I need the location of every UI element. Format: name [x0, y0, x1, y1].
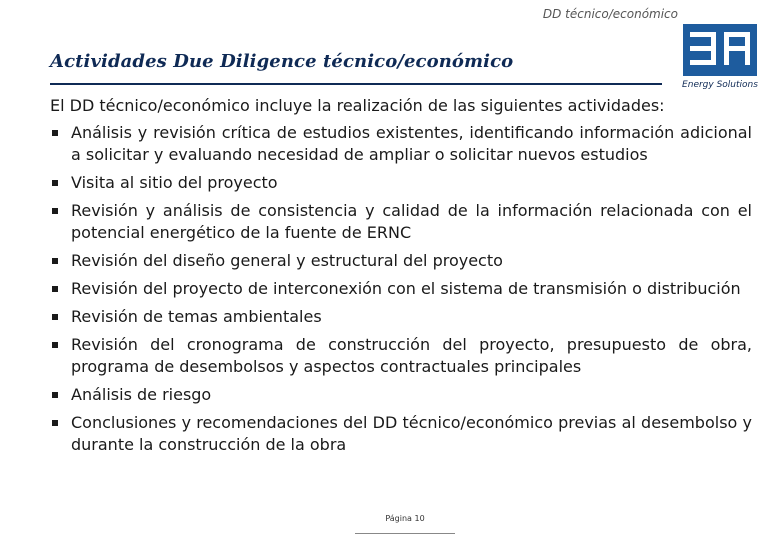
square-bullet-icon — [52, 420, 58, 426]
list-item-text: Revisión del diseño general y estructural del proyecto — [71, 251, 503, 270]
square-bullet-icon — [52, 286, 58, 292]
logo-tagline: Energy Solutions — [682, 80, 758, 90]
page-number: Página 10 — [385, 514, 425, 523]
list-item — [50, 250, 752, 272]
page-title: Actividades Due Diligence técnico/económico — [50, 51, 514, 72]
list-item — [50, 334, 752, 378]
title-divider — [50, 83, 662, 85]
list-item — [50, 412, 752, 456]
list-item — [50, 384, 752, 406]
list-item-text: Revisión del cronograma de construcción del proyecto, presupuesto de obra, programa de desembolsos y aspectos contractuales principales — [71, 335, 752, 376]
list-item-text: Visita al sitio del proyecto — [71, 173, 278, 192]
list-item-text: Análisis de riesgo — [71, 385, 212, 404]
section-label: DD técnico/económico — [542, 7, 678, 21]
square-bullet-icon — [52, 258, 58, 264]
square-bullet-icon — [52, 208, 58, 214]
list-item-text: Análisis y revisión crítica de estudios existentes, identificando información adicional a solicitar y evaluando necesidad de ampliar o solicitar nuevos estudios — [71, 123, 752, 164]
square-bullet-icon — [52, 342, 58, 348]
list-item — [50, 278, 752, 300]
square-bullet-icon — [52, 130, 58, 136]
intro-text: El DD técnico/económico incluye la realización de las siguientes actividades: — [50, 96, 665, 115]
list-item-text: Revisión del proyecto de interconexión con el sistema de transmisión o distribución — [71, 279, 741, 298]
square-bullet-icon — [52, 314, 58, 320]
list-item — [50, 172, 752, 194]
list-item-text: Revisión de temas ambientales — [71, 307, 322, 326]
ba-logo-svg — [680, 22, 760, 78]
activities-list — [50, 122, 752, 462]
list-item-text: Revisión y análisis de consistencia y calidad de la información relacionada con el potencial energético de la fuente de ERNC — [71, 201, 752, 242]
list-item — [50, 306, 752, 328]
footer-underline — [355, 533, 455, 534]
square-bullet-icon — [52, 392, 58, 398]
square-bullet-icon — [52, 180, 58, 186]
list-item — [50, 200, 752, 244]
list-item-text: Conclusiones y recomendaciones del DD técnico/económico previas al desembolso y durante la construcción de la obra — [71, 413, 752, 454]
list-item — [50, 122, 752, 166]
